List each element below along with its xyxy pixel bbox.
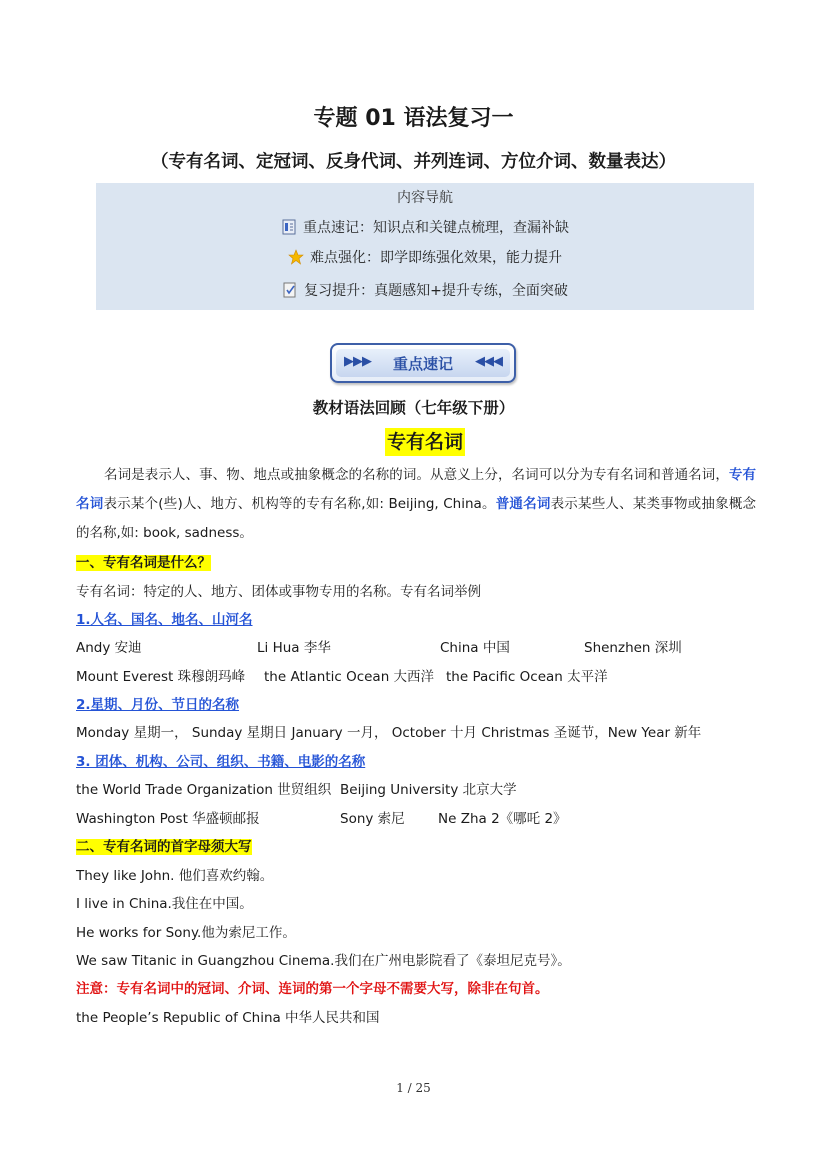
star-icon (288, 249, 304, 265)
example-line: Monday 星期一， Sunday 星期日 January 一月， October 十月 Christmas 圣诞节，New Year 新年 (76, 725, 702, 741)
intro-text: 表示某个(些)人、地方、机构等的专有名称,如: Beijing, China。 (103, 496, 496, 512)
heading-what-is: 一、专有名词是什么？ (76, 555, 211, 571)
example-item: Ne Zha 2《哪吒 2》 (438, 811, 567, 827)
document-icon (282, 282, 298, 298)
example-item: Shenzhen 深圳 (584, 640, 682, 656)
right-arrows-icon: ▶▶▶ (344, 354, 371, 369)
example-item: China 中国 (440, 640, 510, 656)
subheading-dates: 2.星期、月份、节日的名称 (76, 697, 240, 713)
example-sentence: They like John. 他们喜欢约翰。 (76, 868, 274, 884)
intro-text: 表示某些人、某类事物或抽象概念的名称,如: book, sadness。 (76, 496, 757, 541)
example-item: Beijing University 北京大学 (340, 782, 517, 798)
example-sentence: We saw Titanic in Guangzhou Cinema.我们在广州电影院看了《泰坦尼克号》。 (76, 953, 571, 969)
page-number: 1 / 25 (396, 1081, 431, 1095)
page-subtitle: （专有名词、定冠词、反身代词、并列连词、方位介词、数量表达） (151, 152, 676, 172)
nav-item-label: 重点速记：知识点和关键点梳理，查漏补缺 (303, 220, 569, 236)
section-title: 教材语法回顾（七年级下册） (312, 399, 515, 417)
example-sentence: I live in China.我住在中国。 (76, 896, 253, 912)
definition: 专有名词：特定的人、地方、团体或事物专用的名称。专有名词举例 (76, 584, 481, 600)
example-item: the Pacific Ocean 太平洋 (446, 669, 608, 685)
nav-item-key-points (96, 217, 754, 237)
nav-item-review (96, 280, 754, 300)
example-item: Li Hua 李华 (257, 640, 331, 656)
example-item: Sony 索尼 (340, 811, 405, 827)
intro-text: 名词是表示人、事、物、地点或抽象概念的名称的词。从意义上分，名词可以分为专有名词和普通名词， (104, 467, 729, 483)
example-sentence: He works for Sony.他为索尼工作。 (76, 925, 296, 941)
example-item: Mount Everest 珠穆朗玛峰 (76, 669, 246, 685)
content-navigation-box (96, 183, 754, 310)
nav-item-label: 复习提升：真题感知+提升专练，全面突破 (304, 283, 568, 299)
intro-paragraph (76, 461, 756, 548)
example-item: the World Trade Organization 世贸组织 (76, 782, 332, 798)
nav-item-difficulties (96, 247, 754, 267)
example-item: Andy 安迪 (76, 640, 142, 656)
book-icon (281, 219, 297, 235)
keyword-proper-noun: 专有名词 (76, 467, 757, 512)
page-title: 专题 01 语法复习一 (313, 106, 514, 131)
key-points-banner (330, 343, 516, 383)
heading-capitalization: 二、专有名词的首字母须大写 (76, 839, 252, 855)
subheading-names: 1.人名、国名、地名、山河名 (76, 612, 253, 628)
example-sentence: the People’s Republic of China 中华人民共和国 (76, 1010, 380, 1026)
example-item: Washington Post 华盛顿邮报 (76, 811, 260, 827)
keyword-common-noun: 普通名词 (495, 496, 551, 512)
nav-header: 内容导航 (397, 190, 453, 206)
nav-item-label: 难点强化：即学即练强化效果，能力提升 (310, 250, 562, 266)
subheading-organizations: 3. 团体、机构、公司、组织、书籍、电影的名称 (76, 754, 366, 770)
banner-label: 重点速记 (392, 355, 453, 373)
topic-title: 专有名词 (385, 428, 465, 456)
example-item: the Atlantic Ocean 大西洋 (264, 669, 435, 685)
left-arrows-icon: ◀◀◀ (475, 354, 502, 369)
note: 注意：专有名词中的冠词、介词、连词的第一个字母不需要大写，除非在句首。 (76, 981, 549, 997)
